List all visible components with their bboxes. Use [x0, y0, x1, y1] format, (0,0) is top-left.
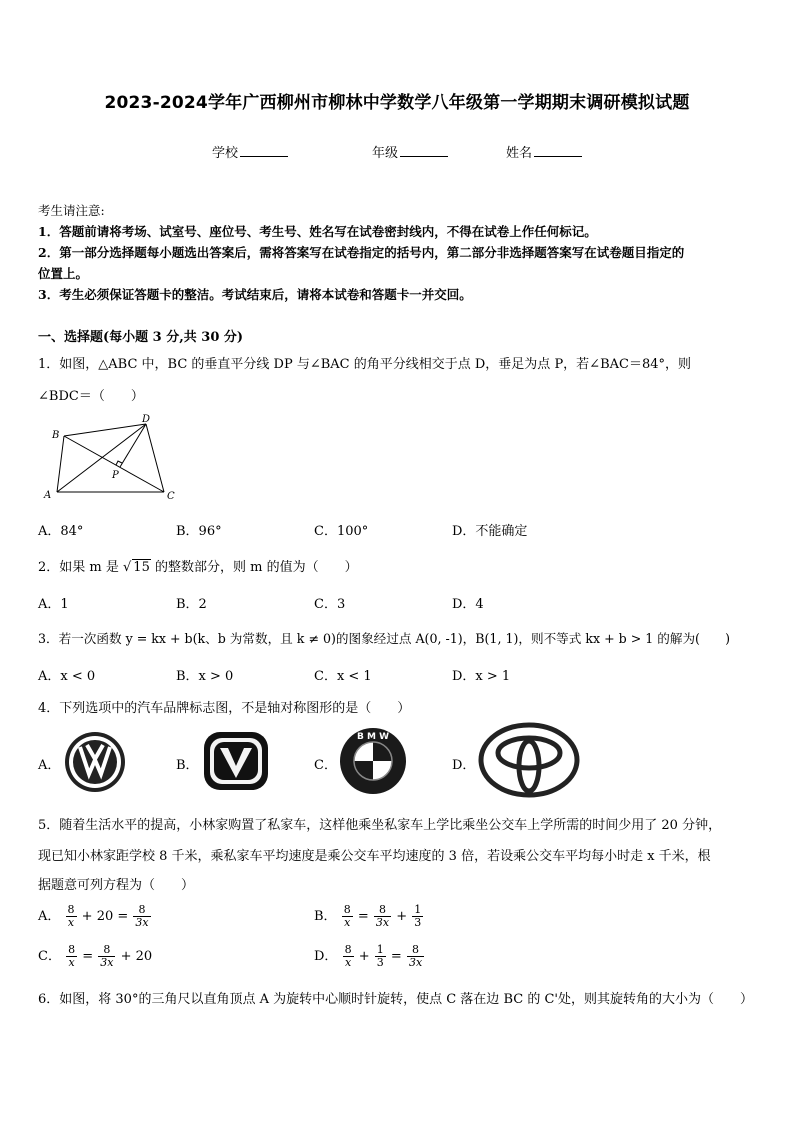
- notes-block: [38, 200, 684, 305]
- fraction: $\frac{1}{3}$: [414, 903, 422, 929]
- q4-option-d-label: D．: [452, 758, 476, 773]
- bmw-logo-text: B M W: [356, 732, 390, 742]
- question-6: 6．如图，将 30°的三角尺以直角顶点 A 为旋转中心顺时针旋转，使点 C 落在边 BC 的 C'处，则其旋转角的大小为（ ）: [38, 992, 753, 1007]
- segment-ab: [57, 436, 64, 492]
- question-1-line1: 1．如图，△ABC 中，BC 的垂直平分线 DP 与∠BAC 的角平分线相交于点 D，垂足为点 P，若∠BAC＝84°，则: [38, 357, 692, 372]
- grade-label: 年级: [372, 146, 399, 161]
- q4-option-c-label: C．: [314, 758, 337, 773]
- segment-dp: [120, 424, 146, 467]
- school-field: [212, 142, 288, 161]
- segment-cd: [146, 424, 164, 492]
- q2-option-d: D．4: [452, 597, 484, 612]
- name-blank: [534, 144, 582, 157]
- label-a: A: [44, 490, 52, 501]
- bmw-logo-icon: [338, 726, 408, 796]
- q2-option-b: B．2: [176, 597, 207, 612]
- q2-radicand: 15: [133, 560, 150, 575]
- q3-option-d: D．x > 1: [452, 669, 511, 684]
- q3-option-b: B．x > 0: [176, 669, 234, 684]
- q5-option-d: D． $\frac{8}{x}$ + $\frac{1}{3}$ = $\frac{8}{3x}$: [314, 943, 423, 969]
- label-c: C: [167, 491, 175, 502]
- q3-option-a: A．x < 0: [38, 669, 96, 684]
- q1-option-d: D．不能确定: [452, 524, 528, 539]
- q5-option-c: C． $\frac{8}{x}$ = $\frac{8}{3x}$ + 20: [38, 943, 153, 969]
- fraction: $\frac{8}{x}$: [67, 903, 75, 929]
- q5-option-d-label: D．: [314, 949, 338, 964]
- name-field: [506, 142, 582, 161]
- note-item: 1．答题前请将考场、试室号、座位号、考生号、姓名写在试卷密封线内，不得在试卷上作任何标记。: [38, 224, 597, 239]
- label-p: P: [112, 470, 119, 481]
- q5-option-b-label: B．: [314, 909, 337, 924]
- label-b: B: [52, 430, 60, 441]
- label-d: D: [142, 414, 151, 425]
- segment-bc: [64, 436, 164, 492]
- volkswagen-logo-icon: [62, 730, 128, 794]
- question-5-line3: 据题意可列方程为（ ）: [38, 878, 195, 893]
- notes-heading: 考生请注意:: [38, 203, 105, 218]
- question-1-line2: ∠BDC＝（ ）: [38, 389, 144, 404]
- fraction: $\frac{8}{3x}$: [100, 943, 114, 969]
- question-4: 4．下列选项中的汽车品牌标志图，不是轴对称图形的是（ ）: [38, 701, 411, 716]
- fraction: $\frac{8}{3x}$: [408, 943, 423, 969]
- question-5-line1: 5．随着生活水平的提高，小林家购置了私家车，这样他乘坐私家车上学比乘坐公交车上学所需的时间少用了 20 分钟，: [38, 818, 722, 833]
- q5-option-a: A． $\frac{8}{x}$ + 20 = $\frac{8}{3x}$: [38, 903, 149, 929]
- question-2: 2．如果 m 是 √ 15 的整数部分，则 m 的值为（ ）: [38, 560, 358, 575]
- school-label: 学校: [212, 146, 239, 161]
- section-heading: 一、选择题(每小题 3 分,共 30 分): [38, 330, 244, 345]
- note-item: 2．第一部分选择题每小题选出答案后，需将答案写在试卷指定的括号内，第二部分非选择题答案写在试卷题目指定的: [38, 245, 685, 260]
- fraction: $\frac{8}{3x}$: [135, 903, 149, 929]
- toyota-logo-icon: [478, 722, 580, 798]
- fraction: $\frac{8}{x}$: [344, 943, 352, 969]
- school-blank: [240, 144, 288, 157]
- q2-text-b: 的整数部分，则 m 的值为（ ）: [150, 560, 358, 575]
- q2-option-a: A．1: [38, 597, 69, 612]
- note-item: 位置上。: [38, 266, 89, 281]
- q2-text-a: 2．如果 m 是: [38, 560, 123, 575]
- page-title: 2023-2024学年广西柳州市柳林中学数学八年级第一学期期末调研模拟试题: [104, 93, 690, 113]
- q4-option-b-label: B．: [176, 758, 199, 773]
- q5-option-a-label: A．: [38, 909, 61, 924]
- fraction: $\frac{8}{x}$: [68, 943, 76, 969]
- name-label: 姓名: [506, 146, 533, 161]
- q1-option-a: A．84°: [38, 524, 84, 539]
- q3-option-c: C．x < 1: [314, 669, 372, 684]
- changan-logo-icon: [200, 728, 272, 794]
- fraction: $\frac{8}{x}$: [343, 903, 351, 929]
- note-item: 3．考生必须保证答题卡的整洁。考试结束后，请将本试卷和答题卡一并交回。: [38, 287, 472, 302]
- question-5-line2: 现已知小林家距学校 8 千米，乘私家车平均速度是乘公交车平均速度的 3 倍，若设乘公交车平均每小时走 x 千米，根: [38, 849, 711, 864]
- fraction: $\frac{8}{3x}$: [375, 903, 390, 929]
- grade-blank: [400, 144, 448, 157]
- q4-option-a-label: A．: [38, 758, 61, 773]
- q1-option-b: B．96°: [176, 524, 222, 539]
- grade-field: [372, 142, 448, 161]
- question-3: 3．若一次函数 y = kx + b(k、b 为常数，且 k ≠ 0)的图象经过点 A(0, -1)，B(1, 1)，则不等式 kx + b > 1 的解为( ): [38, 631, 731, 646]
- q5-option-c-label: C．: [38, 949, 61, 964]
- q2-option-c: C．3: [314, 597, 346, 612]
- q1-option-c: C．100°: [314, 524, 369, 539]
- segment-ad: [57, 424, 146, 492]
- q1-triangle-figure: [38, 410, 188, 502]
- segment-bd: [64, 424, 146, 436]
- fraction: $\frac{1}{3}$: [376, 943, 384, 969]
- q5-option-b: B． $\frac{8}{x}$ = $\frac{8}{3x}$ + $\frac{1}{3}$: [314, 903, 422, 929]
